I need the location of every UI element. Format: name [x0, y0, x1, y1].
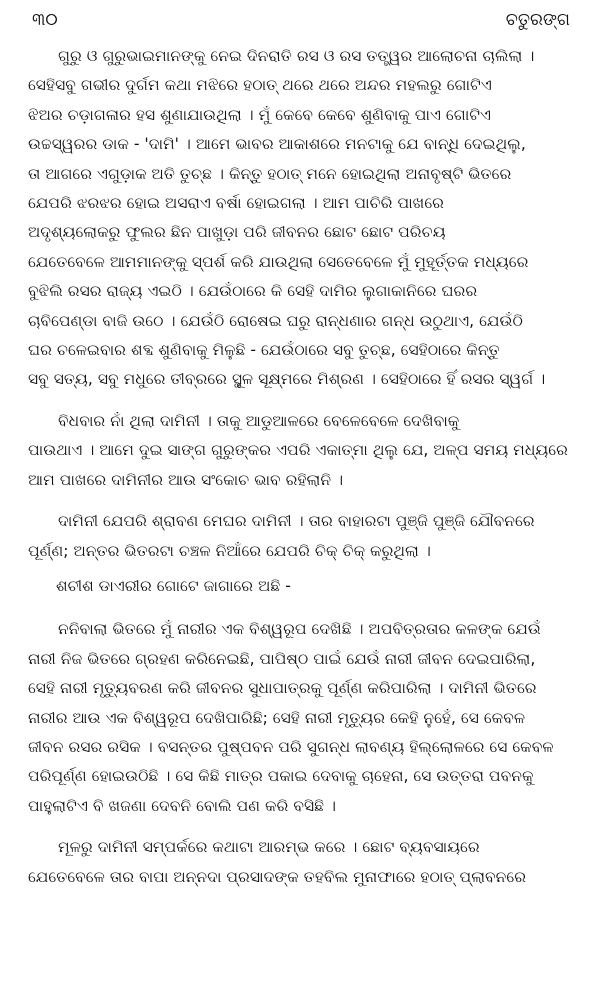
- paragraph: ବିଧବାର ନାଁ ଥିଲା ଦାମିନୀ । ତାକୁ ଆଡୁଆଳରେ ବେଳେବେଳେ ଦେଖିବାକୁ ପାଉଥାଏ । ଆମେ ଦୁଇ ସାଙ୍ଗ ଗୁରୁଙ୍କର ଏପରି ଏକାତ୍ମା ଥିଲୁ ଯେ, ଅଳ୍ପ ସମୟ ମଧ୍ୟରେ ଆମ ପାଖରେ ଦାମିନୀର ଆଉ ସଂକୋଚ ଭାବ ରହିଲାନି ।: [28, 411, 568, 489]
- running-header: [28, 10, 576, 42]
- body-text: [28, 42, 576, 892]
- paragraph: ଗୁରୁ ଓ ଗୁରୁଭାଇମାନଙ୍କୁ ନେଇ ଦିନରାତି ରସ ଓ ରସ ତତ୍ତ୍ୱର ଆଲୋଚନା ଚାଲିଲା । ସେହିସବୁ ଗଭୀର ଦୁର୍ଗମ କଥା ମଝିରେ ହଠାତ୍ ଥରେ ଥରେ ଅନ୍ଦର ମହଲରୁ ଗୋଟିଏ ଝିଅର ଚଡ଼ାଗଳାର ହସ ଶୁଣାଯାଉଥିଲା । ମୁଁ କେବେ କେବେ ଶୁଣିବାକୁ ପାଏ ଗୋଟିଏ ଉଚ୍ଚସ୍ୱରର ଡାକ - 'ଦାମି' । ଆମେ ଭାବର ଆକାଶରେ ମନଟାକୁ ଯେ ବାନ୍ଧି ଦେଇଥିଲୁ, ତା ଆଗରେ ଏଗୁଡ଼ାକ ଅତି ତୁଚ୍ଛ । କିନ୍ତୁ ହଠାତ୍ ମନେ ହୋଇଥିଲା ଅନାବୃଷ୍ଟି ଭିତରେ ଯେପରି ଝରଝର ହୋଇ ଅସରାଏ ବର୍ଷା ହୋଇଗଲା । ଆମ ପାଚିରି ପାଖରେ ଅଦୃଶ୍ୟଲୋକରୁ ଫୁଲର ଛିନ ପାଖୁଡ଼ା ପରି ଜୀବନର ଛୋଟ ଛୋଟ ପରିଚୟ ଯେତେବେଳେ ଆମମାନଙ୍କୁ ସ୍ପର୍ଶ କରି ଯାଉଥିଲା ସେତେବେଳେ ମୁଁ ମୁହୂର୍ତ୍ତକ ମଧ୍ୟରେ ବୁଝିଲି ରସର ରାଜ୍ୟ ଏଇଠି । ଯେଉଁଠାରେ କି ସେହି ଦାମିର ଲୁଗାକାନିରେ ଘରର ଚାବିପେଣ୍ଡା ବାଜି ଉଠେ । ଯେଉଁଠି ରୋଷେଇ ଘରୁ ରାନ୍ଧଣାର ଗନ୍ଧ ଉଠୁଥାଏ, ଯେଉଁଠି ଘର ଚଳେଇବାର ଶବ୍ଦ ଶୁଣିବାକୁ ମିଳୁଛି - ଯେଉଁଠାରେ ସବୁ ତୁଚ୍ଛ, ସେହିଠାରେ କିନ୍ତୁ ସବୁ ସତ୍ୟ, ସବୁ ମଧୁରେ ତୀବ୍ରରେ ସ୍ଥୂଳ ସୂକ୍ଷ୍ମରେ ମିଶ୍ରଣ । ସେହିଠାରେ ହିଁ ରସର ସ୍ୱର୍ଗ ।: [28, 47, 546, 389]
- paragraph: ଦାମିନୀ ଯେପରି ଶ୍ରାବଣ ମେଘର ଦାମିନୀ । ତାର ବାହାରଟା ପୁଞ୍ଜି ପୁଞ୍ଜି ଯୌବନରେ ପୂର୍ଣ୍ଣ; ଅନ୍ତର ଭିତରଟା ଚଞ୍ଚଳ ନିଆଁରେ ଯେପରି ଚିକ୍ ଚିକ୍ କରୁଥିଲା ।: [28, 512, 535, 560]
- book-title: ଚତୁରଙ୍ଗ: [505, 10, 570, 30]
- paragraph: ନନିବାଲା ଭିତରେ ମୁଁ ନାରୀର ଏକ ବିଶ୍ୱରୂପ ଦେଖିଛି । ଅପବିତ୍ରତାର କଳଙ୍କ ଯେଉଁ ନାରୀ ନିଜ ଭିତରେ ଗ୍ରହଣ କରିନେଇଛି, ପାପିଷ୍ଠ ପାଇଁ ଯେଉଁ ନାରୀ ଜୀବନ ଦେଇପାରିଲା, ସେହି ନାରୀ ମୃତ୍ୟୁବରଣ କରି ଜୀବନର ସୁଧାପାତ୍ରକୁ ପୂର୍ଣ୍ଣ କରିପାରିଲା । ଦାମିନୀ ଭିତରେ ନାରୀର ଆଉ ଏକ ବିଶ୍ୱରୂପ ଦେଖିପାରିଛି; ସେହି ନାରୀ ମୃତ୍ୟୁର କେହି ନୁହେଁ, ସେ କେବଳ ଜୀବନ ରସର ରସିକ । ବସନ୍ତର ପୁଷ୍ପବନ ପରି ସୁଗନ୍ଧ ଲାବଣ୍ୟ ହିଲ୍ଲୋଳରେ ସେ କେବଳ ପରିପୂର୍ଣ୍ଣ ହୋଇଉଠିଛି । ସେ କିଛି ମାତ୍ର ପକାଇ ଦେବାକୁ ଚାହେନା, ସେ ଉତ୍ତରା ପବନକୁ ପାହୁଲାଟିଏ ବି ଖଜଣା ଦେବନି ବୋଲି ପଣ କରି ବସିଛି ।: [28, 620, 554, 815]
- paragraph: ମୂଳରୁ ଦାମିନୀ ସମ୍ପର୍କରେ କଥାଟା ଆରମ୍ଭ କରେ । ଛୋଟ ବ୍ୟବସାୟରେ ଯେତେବେଳେ ତାର ବାପା ଅନ୍ନଦା ପ୍ରସାଦଙ୍କ ତହବିଲ ମୁନାଫାରେ ହଠାତ୍ ପ୍ଲାବନରେ: [28, 838, 527, 886]
- diary-quote-intro: ଶଚୀଶ ଡାଏରୀର ଗୋଟେ ଜାଗାରେ ଅଛି -: [56, 576, 291, 595]
- page-number: ୩୦: [32, 10, 58, 30]
